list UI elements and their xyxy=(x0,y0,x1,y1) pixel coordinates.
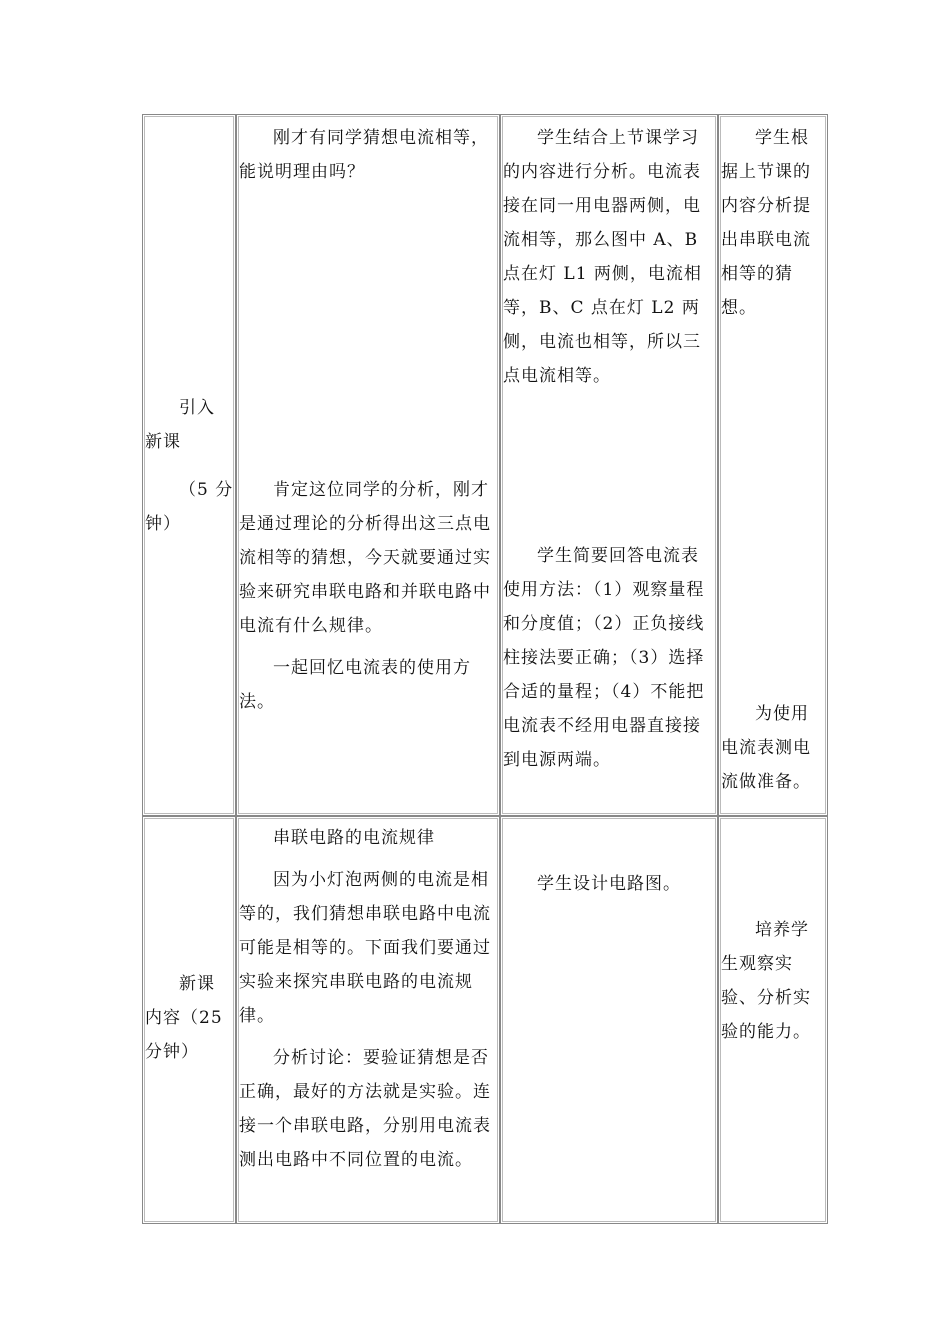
student-paragraph: 学生设计电路图。 xyxy=(537,874,681,894)
intent-paragraph: 培养学生观察实验、分析实验的能力。 xyxy=(721,920,811,1042)
stage-line: 内容（25 xyxy=(145,1008,223,1028)
teacher-paragraph: 分析讨论：要验证猜想是否正确，最好的方法就是实验。连接一个串联电路，分别用电流表测出电路中不同位置的电流。 xyxy=(239,1048,491,1170)
section-heading: 串联电路的电流规律 xyxy=(273,828,435,848)
teacher-block xyxy=(239,821,491,1177)
student-block xyxy=(503,539,715,777)
table-row xyxy=(142,114,828,816)
teacher-block xyxy=(239,473,491,719)
stage-line: 钟） xyxy=(145,514,181,534)
student-paragraph: 学生结合上节课学习的内容进行分析。电流表接在同一用电器两侧，电流相等，那么图中 A、B 点在灯 L1 两侧，电流相等，B、C 点在灯 L2 两侧，电流也相等，所以三点电流相等。 xyxy=(503,128,702,386)
teacher-activity-cell xyxy=(236,114,500,816)
teacher-block xyxy=(239,121,491,189)
stage-line: 分钟） xyxy=(145,1042,199,1062)
design-intent-cell xyxy=(718,816,828,1224)
teacher-paragraph: 肯定这位同学的分析，刚才是通过理论的分析得出这三点电流相等的猜想，今天就要通过实验来研究串联电路和并联电路中电流有什么规律。 xyxy=(239,480,491,636)
design-intent-cell xyxy=(718,114,828,816)
student-paragraph: 学生简要回答电流表使用方法：（1）观察量程和分度值；（2）正负接线柱接法要正确；（3）选择合适的量程；（4）不能把电流表不经用电器直接接到电源两端。 xyxy=(503,546,705,770)
intent-paragraph: 学生根据上节课的内容分析提出串联电流相等的猜想。 xyxy=(721,128,811,318)
teacher-activity-cell xyxy=(236,816,500,1224)
student-activity-cell xyxy=(500,816,718,1224)
teacher-paragraph: 刚才有同学猜想电流相等，能说明理由吗？ xyxy=(239,128,489,182)
stage-cell xyxy=(142,114,236,816)
intent-block xyxy=(721,913,825,1049)
stage-line: 新课 xyxy=(179,974,215,994)
student-block xyxy=(503,867,715,901)
stage-line: （5 分 xyxy=(179,480,234,500)
stage-line: 引入 xyxy=(179,398,215,418)
stage-cell xyxy=(142,816,236,1224)
intent-block xyxy=(721,121,825,325)
table-row xyxy=(142,816,828,1224)
stage-label xyxy=(145,967,233,1069)
stage-label xyxy=(145,391,233,541)
teacher-paragraph: 因为小灯泡两侧的电流是相等的，我们猜想串联电路中电流可能是相等的。下面我们要通过实验来探究串联电路的电流规律。 xyxy=(239,870,491,1026)
intent-block xyxy=(721,697,825,799)
stage-line: 新课 xyxy=(145,432,181,452)
teacher-paragraph: 一起回忆电流表的使用方法。 xyxy=(239,658,471,712)
intent-paragraph: 为使用电流表测电流做准备。 xyxy=(721,704,811,792)
student-activity-cell xyxy=(500,114,718,816)
student-block xyxy=(503,121,715,393)
